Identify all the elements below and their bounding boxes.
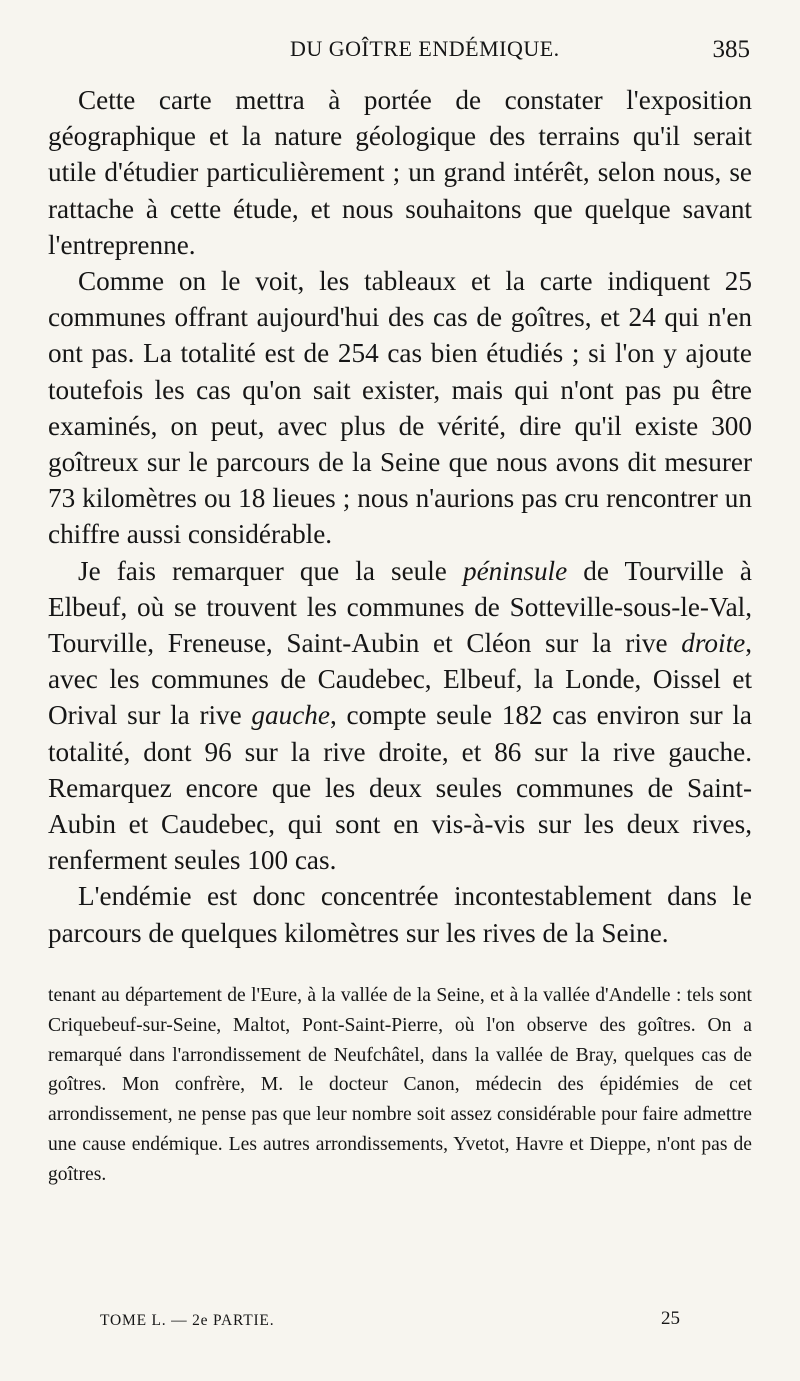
page-header [290, 36, 750, 76]
page-number: 385 [712, 36, 750, 63]
volume-part-label: TOME L. — 2e PARTIE. [100, 1312, 275, 1329]
main-text [48, 82, 752, 951]
paragraph-3-part-g: , compte seule 182 cas environ sur la totalité, dont 96 sur la rive droite, et 86 sur la rive gauche. Remarquez encore que les deux seules communes de Saint-Aubin et Caudebec, qui sont en vis-à-vis sur les deux rives, renferment seules 100 cas. [48, 700, 752, 876]
sheet-signature-number: 25 [661, 1308, 680, 1329]
paragraph-3-part-e: , avec les communes de Caudebec, Elbeuf, la Londe, Oissel et Orival sur la rive [48, 628, 752, 731]
footnote-text: tenant au département de l'Eure, à la vallée de la Seine, et à la vallée d'Andelle : tels sont Criquebeuf-sur-Seine, Maltot, Pont-Saint-Pierre, où l'on observe des goîtres. On a remarqué dans l'arrondissement de Neufchâtel, dans la vallée de Bray, quelques cas de goîtres. Mon confrère, M. le docteur Canon, médecin des épidémies de cet arrondissement, ne pense pas que leur nombre soit assez considérable pour faire admettre une cause endémique. Les autres arrondissements, Yvetot, Havre et Dieppe, n'ont pas de goîtres. [48, 985, 752, 1185]
italic-gauche: gauche [251, 700, 330, 731]
italic-peninsule: péninsule [462, 555, 568, 586]
paragraph-3-part-c: de Tourville à Elbeuf, où se trouvent les communes de Sotteville-sous-le-Val, Tourville, Freneuse, Saint-Aubin et Cléon sur la rive [48, 555, 752, 659]
italic-droite: droite [681, 628, 746, 659]
running-title: DU GOÎTRE ENDÉMIQUE. [290, 36, 560, 61]
footnote [48, 981, 752, 1190]
paragraph-3 [48, 553, 752, 879]
printer-signature [100, 1308, 680, 1342]
paragraph-3-part-a: Je fais remarquer que la seule [78, 555, 463, 586]
paragraph-1: Cette carte mettra à portée de constater l'exposition géographique et la nature géologique des terrains qu'il serait utile d'étudier particulièrement ; un grand intérêt, selon nous, se rattache à cette étude, et nous souhaitons que quelque savant l'entreprenne. [48, 85, 752, 260]
paragraph-4: L'endémie est donc concentrée incontestablement dans le parcours de quelques kilomètres sur les rives de la Seine. [48, 881, 752, 948]
paragraph-2: Comme on le voit, les tableaux et la carte indiquent 25 communes offrant aujourd'hui des cas de goîtres, et 24 qui n'en ont pas. La totalité est de 254 cas bien étudiés ; si l'on y ajoute toutefois les cas qu'on sait exister, mais qui n'ont pas pu être examinés, on peut, avec plus de vérité, dire qu'il existe 300 goîtreux sur le parcours de la Seine que nous avons dit mesurer 73 kilomètres ou 18 lieues ; nous n'aurions pas cru rencontrer un chiffre aussi considérable. [48, 266, 752, 550]
